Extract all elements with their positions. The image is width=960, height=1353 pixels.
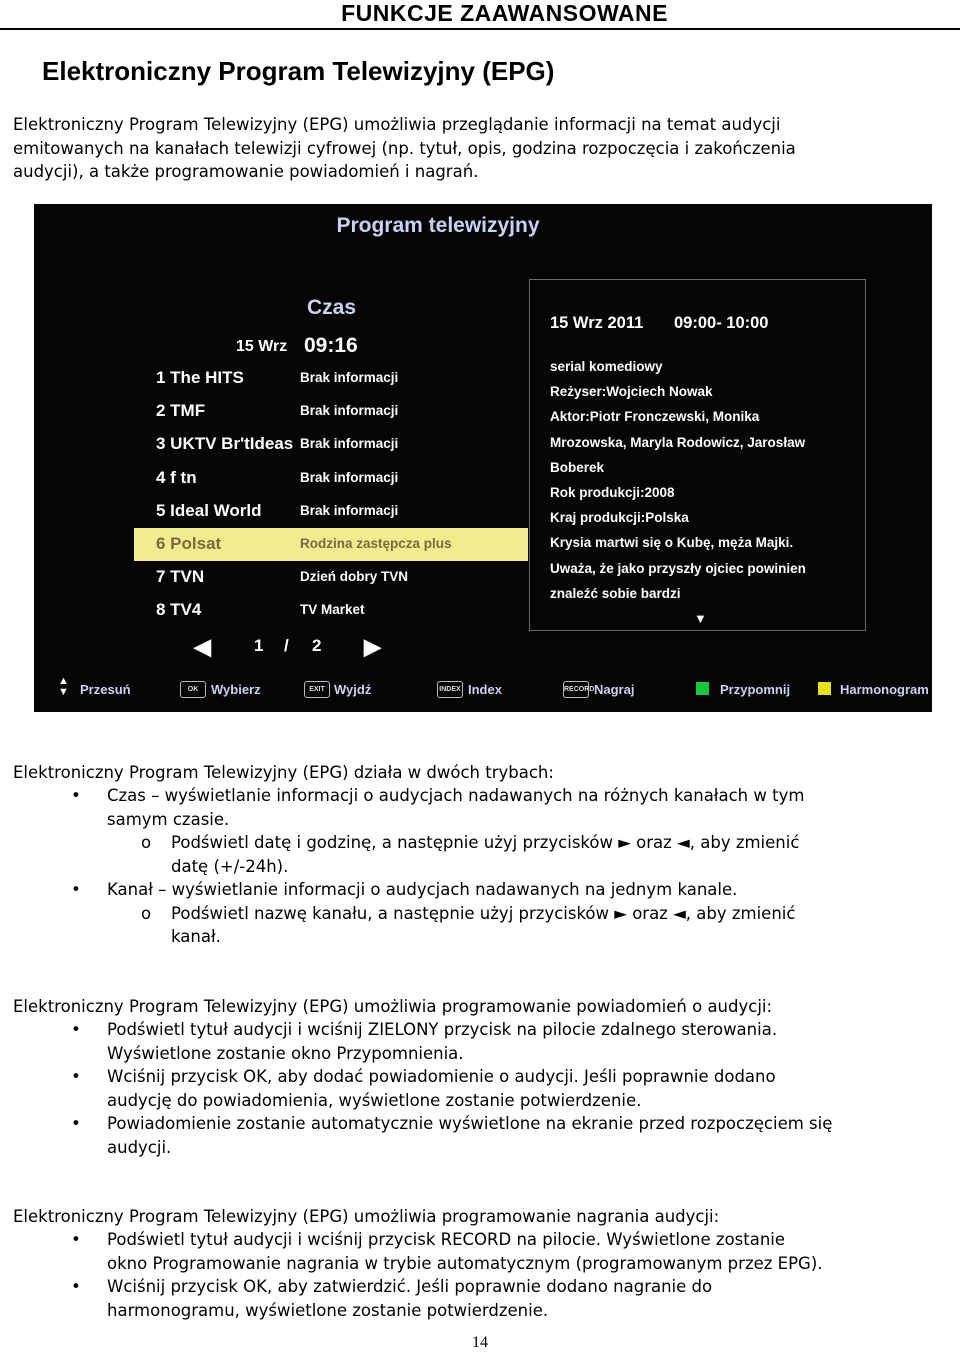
- list-item-line: Podświetl tytuł audycji i wciśnij przycisk RECORD na pilocie. Wyświetlone zostanie: [107, 1230, 786, 1249]
- page-current: 1: [254, 636, 264, 655]
- remind-label: Przypomnij: [720, 682, 791, 697]
- description-line: Rok produkcji:2008: [550, 485, 675, 500]
- sub-bullet-icon: o: [141, 903, 152, 923]
- channel-row[interactable]: [134, 528, 528, 561]
- list-item-line: harmonogramu, wyświetlone zostanie potwierdzenie.: [107, 1300, 549, 1320]
- page-prev-arrow[interactable]: ◀: [194, 634, 211, 659]
- program-name: Brak informacji: [300, 502, 399, 518]
- channel-name: 4 f tn: [156, 467, 197, 487]
- channel-row[interactable]: [134, 395, 528, 428]
- list-item: [13, 878, 953, 902]
- scroll-down-icon[interactable]: ▼: [694, 611, 707, 626]
- detail-time: 09:00- 10:00: [674, 314, 769, 332]
- page-total: 2: [312, 636, 322, 655]
- program-name: Rodzina zastępcza plus: [300, 536, 452, 551]
- description-line: znaleźć sobie bardzi: [550, 585, 681, 601]
- list-item: [13, 784, 953, 831]
- list-item-line: Wciśnij przycisk OK, aby dodać powiadomienie o audycji. Jeśli poprawnie dodano: [107, 1067, 776, 1086]
- list-item-line: Podświetl nazwę kanału, a następnie użyj przycisków ► oraz ◄, aby zmienić: [171, 903, 796, 923]
- description-line: Aktor:Piotr Fronczewski, Monika: [550, 409, 760, 425]
- list-item-line: Wciśnij przycisk OK, aby zatwierdzić. Jeśli poprawnie dodano nagranie do: [107, 1277, 713, 1296]
- channel-name: 3 UKTV Br'tIdeas: [156, 434, 294, 454]
- detail-date: 15 Wrz 2011: [550, 314, 644, 332]
- list-item: [13, 1112, 953, 1159]
- channel-row[interactable]: [134, 594, 528, 627]
- bullet-icon: •: [71, 1230, 81, 1249]
- move-label: Przesuń: [80, 682, 131, 697]
- reminder-list: [13, 1018, 953, 1159]
- page-title: Elektroniczny Program Telewizyjny (EPG): [42, 56, 555, 86]
- record-key-icon: RECORD: [563, 681, 589, 698]
- index-label: Index: [468, 682, 502, 697]
- program-name: Dzień dobry TVN: [300, 569, 409, 585]
- description-line: Mrozowska, Maryla Rodowicz, Jarosław: [550, 434, 806, 450]
- channel-row[interactable]: [134, 362, 528, 395]
- bullet-icon: •: [71, 1020, 81, 1039]
- time-mode-label: Czas: [307, 296, 357, 319]
- page-next-arrow[interactable]: ▶: [364, 634, 381, 659]
- bullet-icon: •: [71, 880, 81, 899]
- channel-row[interactable]: [134, 428, 528, 461]
- list-item-line: Podświetl tytuł audycji i wciśnij ZIELONY przycisk na pilocie zdalnego sterowania.: [107, 1020, 778, 1039]
- description-line: Uważa, że jako przyszły ojciec powinien: [550, 560, 806, 576]
- intro-paragraph: [13, 113, 948, 184]
- record-list: [13, 1228, 953, 1322]
- program-name: Brak informacji: [300, 370, 399, 385]
- list-item: [13, 1228, 953, 1275]
- bullet-icon: •: [71, 1277, 81, 1296]
- description-line: serial komediowy: [550, 359, 663, 374]
- channel-row[interactable]: [134, 495, 528, 528]
- list-item-line: okno Programowanie nagrania w trybie automatycznym (programowanym przez EPG).: [107, 1253, 823, 1273]
- epg-screenshot: [34, 204, 932, 712]
- bullet-icon: •: [71, 1067, 81, 1086]
- index-key-icon: INDEX: [437, 681, 463, 698]
- header-rule: [0, 28, 960, 30]
- channel-name: 5 Ideal World: [156, 500, 262, 520]
- up-down-arrows-icon: ▲ ▼: [58, 675, 69, 698]
- description-line: Reżyser:Wojciech Nowak: [550, 384, 713, 400]
- current-date: 15 Wrz: [236, 338, 288, 355]
- section-header: [0, 0, 960, 32]
- modes-list: [13, 784, 953, 949]
- intro-line: audycji), a także programowanie powiadomień i nagrań.: [13, 162, 479, 181]
- list-item-line: kanał.: [171, 927, 221, 946]
- list-item-line: Podświetl datę i godzinę, a następnie użyj przycisków ► oraz ◄, aby zmienić: [171, 833, 800, 852]
- bullet-icon: •: [71, 1114, 81, 1133]
- list-item-line: datę (+/-24h).: [171, 856, 289, 876]
- channel-row[interactable]: [134, 462, 528, 495]
- modes-intro: Elektroniczny Program Telewizyjny (EPG) działa w dwóch trybach:: [13, 763, 554, 782]
- list-item-line: Powiadomienie zostanie automatycznie wyświetlone na ekranie przed rozpoczęciem się: [107, 1114, 833, 1133]
- list-item-line: samym czasie.: [107, 809, 230, 829]
- sub-bullet-icon: o: [141, 833, 152, 852]
- list-item: [13, 1275, 953, 1322]
- yellow-key-icon: [818, 682, 831, 695]
- program-name: Brak informacji: [300, 403, 399, 419]
- list-item-line: Kanał – wyświetlanie informacji o audycjach nadawanych na jednym kanale.: [107, 880, 738, 899]
- current-time: 09:16: [304, 334, 358, 357]
- intro-line: Elektroniczny Program Telewizyjny (EPG) umożliwia przeglądanie informacji na temat audycji: [13, 115, 781, 134]
- channel-name: 6 Polsat: [156, 534, 222, 553]
- exit-label: Wyjdź: [334, 682, 372, 697]
- list-item-line: Czas – wyświetlanie informacji o audycjach nadawanych na różnych kanałach w tym: [107, 786, 805, 805]
- channel-name: 2 TMF: [156, 401, 206, 421]
- exit-key-icon: EXIT: [304, 681, 330, 698]
- program-name: TV Market: [300, 602, 365, 618]
- bullet-icon: •: [71, 786, 81, 805]
- channel-row[interactable]: [134, 561, 528, 594]
- epg-title: Program telewizyjny: [336, 214, 540, 237]
- intro-line: emitowanych na kanałach telewizji cyfrowej (np. tytuł, opis, godzina rozpoczęcia i zakończenia: [13, 138, 796, 158]
- channel-name: 7 TVN: [156, 567, 205, 587]
- list-item-line: audycję do powiadomienia, wyświetlone zostanie potwierdzenie.: [107, 1090, 642, 1110]
- list-item: [13, 902, 953, 949]
- page-separator: /: [284, 636, 289, 655]
- list-item-line: audycji.: [107, 1137, 172, 1157]
- page-number: 14: [472, 1334, 488, 1351]
- record-intro: Elektroniczny Program Telewizyjny (EPG) umożliwia programowanie nagrania audycji:: [13, 1207, 720, 1226]
- record-label: Nagraj: [594, 682, 635, 697]
- section-header-title: FUNKCJE ZAAWANSOWANE: [341, 0, 668, 26]
- list-item: [13, 831, 953, 878]
- schedule-label: Harmonogram: [840, 682, 929, 697]
- program-name: Brak informacji: [300, 469, 399, 485]
- ok-key-icon: OK: [180, 681, 206, 698]
- description-line: Kraj produkcji:Polska: [550, 510, 689, 526]
- list-item-line: Wyświetlone zostanie okno Przypomnienia.: [107, 1043, 464, 1063]
- description-line: Boberek: [550, 459, 605, 475]
- green-key-icon: [696, 682, 709, 695]
- channel-name: 8 TV4: [156, 600, 202, 620]
- select-label: Wybierz: [211, 682, 261, 697]
- epg-button-bar: [34, 674, 932, 704]
- list-item: [13, 1065, 953, 1112]
- channel-name: 1 The HITS: [156, 368, 244, 387]
- list-item: [13, 1018, 953, 1065]
- description-line: Krysia martwi się o Kubę, męża Majki.: [550, 535, 794, 551]
- reminder-intro: Elektroniczny Program Telewizyjny (EPG) umożliwia programowanie powiadomień o audycji:: [13, 997, 773, 1016]
- program-name: Brak informacji: [300, 436, 399, 452]
